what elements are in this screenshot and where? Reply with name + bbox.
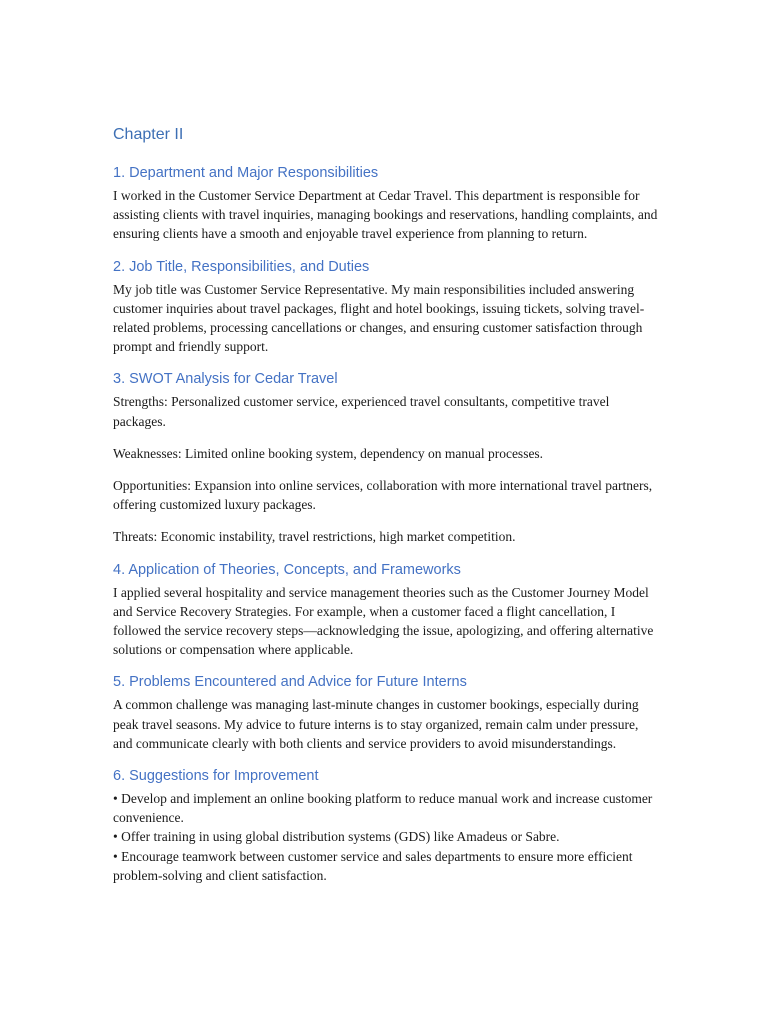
swot-strengths: Strengths: Personalized customer service, experienced travel consultants, competitive travel packages. [113, 394, 610, 429]
chapter-title: Chapter II [113, 126, 184, 143]
list-item: • Encourage teamwork between customer service and sales departments to ensure more efficient problem-solving and client satisfaction. [113, 848, 633, 883]
section-heading: 4. Application of Theories, Concepts, and Frameworks [113, 561, 461, 578]
list-item: • Offer training in using global distribution systems (GDS) like Amadeus or Sabre. [113, 829, 560, 845]
section-suggestions [113, 766, 658, 885]
swot-threats: Threats: Economic instability, travel restrictions, high market competition. [113, 529, 516, 545]
section-heading: 6. Suggestions for Improvement [113, 768, 319, 785]
section-heading: 5. Problems Encountered and Advice for Future Interns [113, 674, 467, 691]
swot-opportunities: Opportunities: Expansion into online services, collaboration with more international travel partners, offering customized luxury packages. [113, 478, 653, 513]
section-paragraph: I worked in the Customer Service Department at Cedar Travel. This department is responsible for assisting clients with travel inquiries, managing bookings and reservations, handling complaints, and ensuring clients have a smooth and enjoyable travel experience from planning to return. [113, 188, 658, 242]
document-page [113, 124, 658, 886]
section-problems [113, 672, 658, 753]
section-heading: 1. Department and Major Responsibilities [113, 165, 379, 181]
section-theories [113, 560, 658, 660]
section-swot [113, 369, 658, 546]
section-paragraph: A common challenge was managing last-minute changes in customer bookings, especially during peak travel seasons. My advice to future interns is to stay organized, remain calm under pressure, and communicate clearly with both clients and service providers to avoid misunderstandings. [113, 697, 639, 751]
section-heading: 3. SWOT Analysis for Cedar Travel [113, 371, 338, 388]
section-paragraph: My job title was Customer Service Representative. My main responsibilities included answering customer inquiries about travel packages, flight and hotel bookings, issuing tickets, solving travel-related problems, processing cancellations or changes, and ensuring customer satisfaction through prompt and friendly support. [113, 281, 645, 355]
section-job-title [113, 257, 658, 357]
section-department [113, 163, 658, 244]
swot-weaknesses: Weaknesses: Limited online booking system, dependency on manual processes. [113, 445, 544, 461]
list-item: • Develop and implement an online booking platform to reduce manual work and increase customer convenience. [113, 791, 653, 826]
section-heading: 2. Job Title, Responsibilities, and Duties [113, 258, 370, 275]
suggestions-list [113, 789, 658, 885]
section-paragraph: I applied several hospitality and service management theories such as the Customer Journey Model and Service Recovery Strategies. For example, when a customer faced a flight cancellation, I followed the service recovery steps—acknowledging the issue, apologizing, and offering alternative solutions or compensation where applicable. [113, 584, 654, 658]
